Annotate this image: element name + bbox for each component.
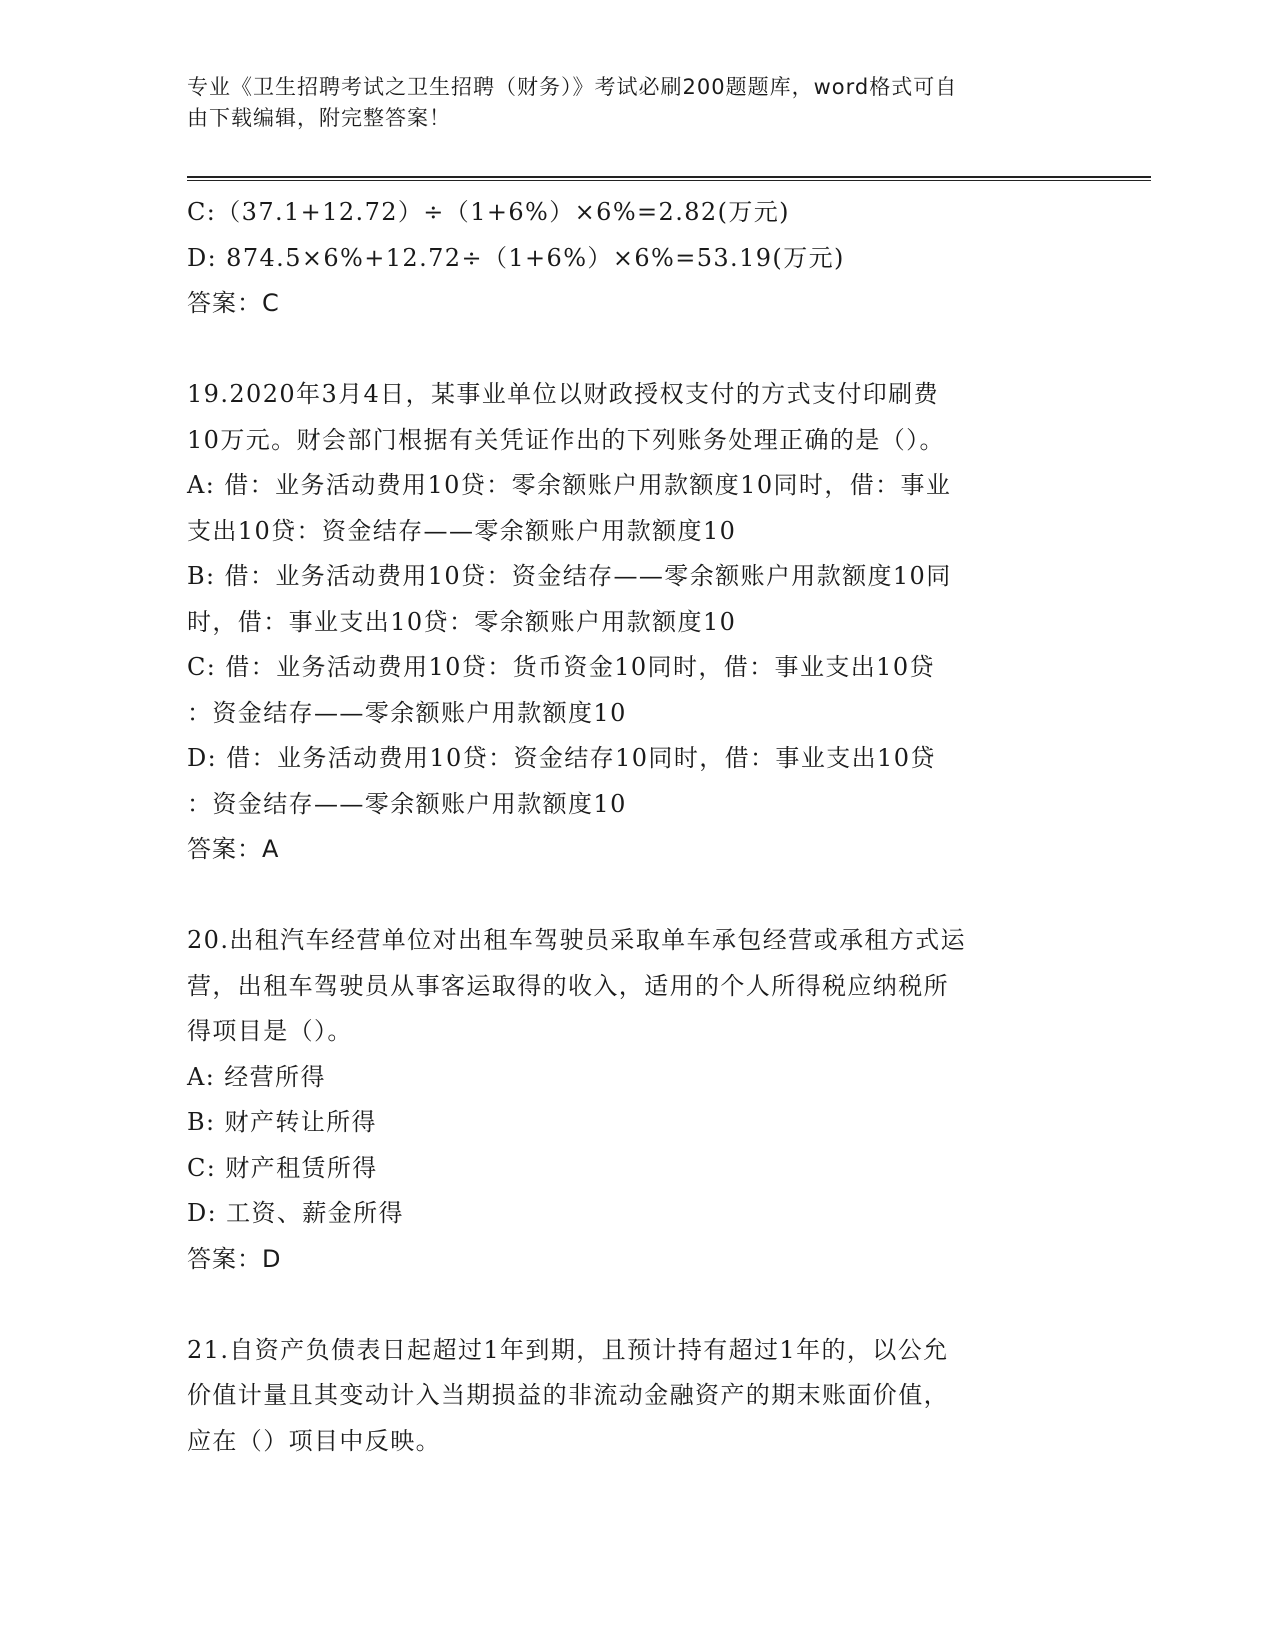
option-d: D: 工资、薪金所得 — [187, 1199, 404, 1227]
question-19 — [187, 372, 1087, 873]
question-stem: 19.2020年3月4日，某事业单位以财政授权支付的方式支付印刷费 — [187, 380, 939, 408]
spacer — [187, 873, 1087, 919]
option-a: 支出10贷：资金结存——零余额账户用款额度10 — [187, 516, 737, 545]
question-stem: 10万元。财会部门根据有关凭证作出的下列账务处理正确的是（）。 — [187, 425, 945, 454]
document-header — [187, 72, 1067, 134]
question-stem: 21.自资产负债表日起超过1年到期，且预计持有超过1年的，以公允 — [187, 1335, 949, 1364]
header-divider-thin — [187, 180, 1151, 181]
option-d: ：资金结存——零余额账户用款额度10 — [187, 789, 627, 818]
question-stem: 得项目是（）。 — [187, 1017, 353, 1045]
spacer — [187, 1282, 1087, 1328]
answer-label: 答案：C — [187, 289, 280, 317]
question-stem: 营，出租车驾驶员从事客运取得的收入，适用的个人所得税应纳税所 — [187, 971, 949, 1000]
option-b: B: 借：业务活动费用10贷：资金结存——零余额账户用款额度10同 — [187, 562, 952, 590]
header-line-1: 专业《卫生招聘考试之卫生招聘（财务）》考试必刷200题题库，word格式可自 — [187, 75, 958, 99]
option-b: 时，借：事业支出10贷：零余额账户用款额度10 — [187, 607, 737, 636]
answer-label: 答案：D — [187, 1244, 282, 1273]
spacer — [187, 327, 1087, 373]
option-a: A: 经营所得 — [187, 1062, 326, 1091]
question-21 — [187, 1328, 1087, 1465]
option-d: D: 874.5×6%+12.72÷（1+6%）×6%=53.19(万元) — [187, 243, 845, 272]
answer-label: 答案：A — [187, 835, 280, 863]
question-stem: 20.出租汽车经营单位对出租车驾驶员采取单车承包经营或承租方式运 — [187, 926, 966, 954]
question-18-tail — [187, 190, 1087, 327]
question-stem: 应在（）项目中反映。 — [187, 1426, 441, 1455]
document-body — [187, 190, 1087, 1464]
option-a: A: 借：业务活动费用10贷：零余额账户用款额度10同时，借：事业 — [187, 471, 952, 499]
option-c: C:（37.1+12.72）÷（1+6%）×6%=2.82(万元) — [187, 198, 790, 226]
option-c: C: 借：业务活动费用10贷：货币资金10同时，借：事业支出10贷 — [187, 653, 935, 681]
option-d: D: 借：业务活动费用10贷：资金结存10同时，借：事业支出10贷 — [187, 744, 936, 772]
option-c: C: 财产租赁所得 — [187, 1153, 378, 1182]
question-stem: 价值计量且其变动计入当期损益的非流动金融资产的期末账面价值， — [187, 1381, 949, 1409]
question-20 — [187, 918, 1087, 1282]
option-c: ：资金结存——零余额账户用款额度10 — [187, 698, 627, 727]
header-divider — [187, 176, 1151, 178]
option-b: B: 财产转让所得 — [187, 1108, 377, 1136]
header-line-2: 由下载编辑，附完整答案！ — [187, 106, 451, 130]
